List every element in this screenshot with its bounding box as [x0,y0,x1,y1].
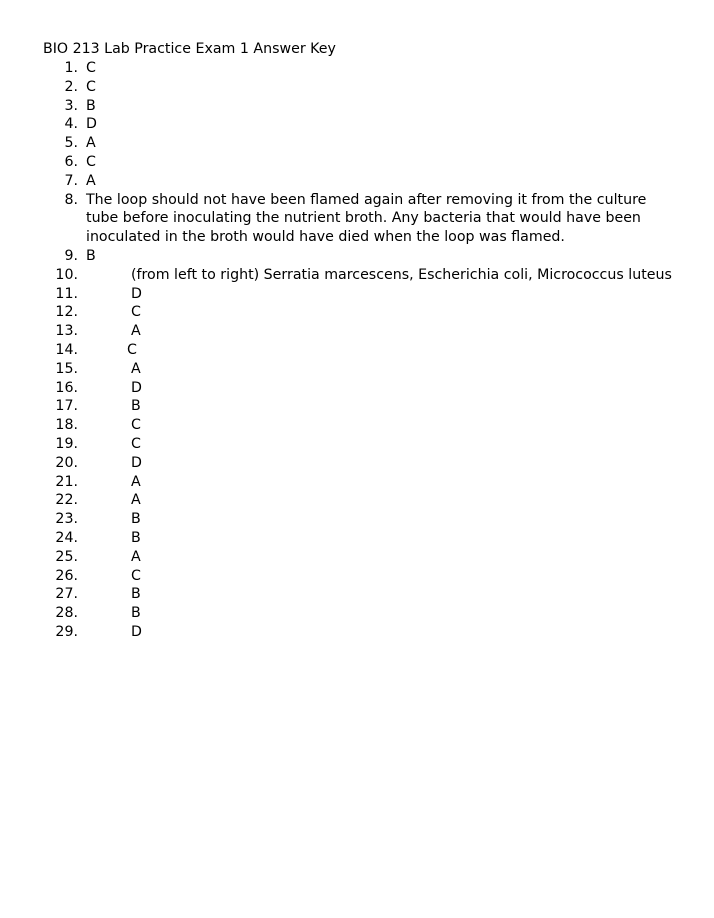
answer-text: C [127,341,137,358]
answer-item-13 [0,322,714,341]
answer-text: D [131,454,142,471]
answer-number: 18. [55,417,78,434]
answer-text: A [131,473,141,490]
answer-number: 3. [64,97,78,114]
answer-text: (from left to right) Serratia marcescens, Escherichia coli, Micrococcus luteus [131,266,672,283]
answer-text: C [131,304,141,321]
answer-text: C [131,417,141,434]
answer-item-18 [0,416,714,435]
answer-text: B [131,605,141,622]
answer-item-8 [0,191,714,247]
answer-number: 5. [64,135,78,152]
answer-number: 24. [55,529,78,546]
answer-number: 27. [55,586,78,603]
answer-number: 25. [55,548,78,565]
answer-item-7 [0,172,714,191]
answer-item-5 [0,134,714,153]
answer-number: 8. [64,191,78,208]
answer-text: D [86,116,97,133]
answer-item-26 [0,567,714,586]
answer-text: A [86,172,96,189]
answer-item-16 [0,379,714,398]
answer-text: The loop should not have been flamed again after removing it from the culture tube before inoculating the nutrient broth. Any bacteria that would have been inoculated in the broth would have died when the loop was flamed. [86,191,647,246]
answer-item-14 [0,341,714,360]
answer-text: A [86,135,96,152]
answer-text: C [86,153,96,170]
answer-text: A [131,323,141,340]
answer-text: C [131,567,141,584]
answer-number: 26. [55,567,78,584]
answer-item-3 [0,97,714,116]
answer-item-23 [0,510,714,529]
answer-text: B [131,398,141,415]
answer-item-6 [0,153,714,172]
answer-text: B [86,97,96,114]
answer-number: 10. [55,266,78,283]
answer-number: 22. [55,492,78,509]
answer-item-1 [0,59,714,78]
answer-number: 17. [55,398,78,415]
answer-text: D [131,379,142,396]
answer-text: C [86,60,96,76]
answer-item-9 [0,247,714,266]
answer-item-22 [0,491,714,510]
answer-text: B [131,586,141,603]
answer-item-24 [0,529,714,548]
answer-item-27 [0,585,714,604]
answer-number: 2. [64,78,78,95]
answer-number: 15. [55,360,78,377]
document-title: BIO 213 Lab Practice Exam 1 Answer Key [43,41,336,57]
answer-number: 7. [64,172,78,189]
answer-number: 12. [55,304,78,321]
answer-text: C [131,435,141,452]
answer-number: 20. [55,454,78,471]
answer-text: A [131,548,141,565]
answer-text: C [86,78,96,95]
answer-text: B [131,511,141,528]
answer-item-17 [0,397,714,416]
answer-text: A [131,492,141,509]
answer-number: 28. [55,605,78,622]
answer-number: 9. [64,247,78,264]
answer-number: 21. [55,473,78,490]
answer-text: B [86,247,96,264]
answer-item-21 [0,473,714,492]
answer-item-12 [0,303,714,322]
answer-number: 6. [64,153,78,170]
answer-number: 4. [64,116,78,133]
answer-text: D [131,285,142,302]
answer-number: 1. [64,60,78,76]
answer-item-10 [0,266,714,285]
answer-number: 11. [55,285,78,302]
answer-item-20 [0,454,714,473]
answer-item-25 [0,548,714,567]
answer-item-11 [0,285,714,304]
answer-list [0,59,714,642]
answer-text: B [131,529,141,546]
answer-number: 23. [55,511,78,528]
answer-number: 16. [55,379,78,396]
answer-number: 14. [55,341,78,358]
answer-number: 29. [55,623,78,640]
answer-item-4 [0,115,714,134]
answer-item-19 [0,435,714,454]
answer-number: 13. [55,323,78,340]
answer-item-28 [0,604,714,623]
answer-number: 19. [55,435,78,452]
answer-text: D [131,623,142,640]
answer-item-29 [0,623,714,642]
answer-item-15 [0,360,714,379]
answer-item-2 [0,78,714,97]
answer-text: A [131,360,141,377]
